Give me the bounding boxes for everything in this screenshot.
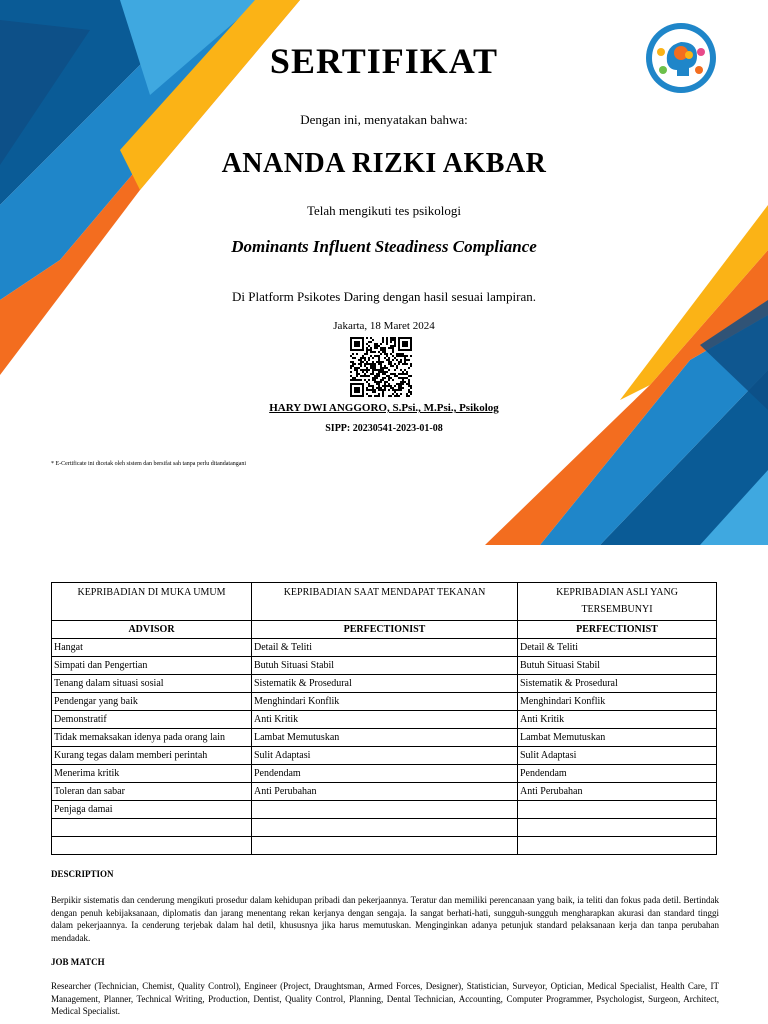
- table-row: [52, 747, 717, 765]
- table-row: [52, 819, 717, 837]
- type-public: ADVISOR: [52, 621, 252, 639]
- table-cell: Tidak memaksakan idenya pada orang lain: [52, 729, 252, 747]
- table-cell: [252, 819, 518, 837]
- footnote: * E-Certificate ini dicetak oleh sistem dan bersifat sah tanpa perlu ditandatangani: [51, 461, 247, 467]
- table-row: [52, 693, 717, 711]
- test-name: Dominants Influent Steadiness Compliance: [231, 237, 537, 256]
- table-row: [52, 801, 717, 819]
- table-cell: Anti Perubahan: [252, 783, 518, 801]
- table-cell: Anti Perubahan: [518, 783, 717, 801]
- platform-text: Di Platform Psikotes Daring dengan hasil sesuai lampiran.: [231, 289, 536, 304]
- header-pressure-personality: KEPRIBADIAN SAAT MENDAPAT TEKANAN: [252, 583, 518, 621]
- table-cell: Pendengar yang baik: [52, 693, 252, 711]
- place-date: Jakarta, 18 Maret 2024: [333, 320, 435, 332]
- table-cell: Demonstratif: [52, 711, 252, 729]
- table-cell: Lambat Memutuskan: [252, 729, 518, 747]
- type-hidden: PERFECTIONIST: [518, 621, 717, 639]
- table-cell: Sulit Adaptasi: [518, 747, 717, 765]
- intro-text: Dengan ini, menyatakan bahwa:: [300, 112, 468, 127]
- table-cell: Menghindari Konflik: [518, 693, 717, 711]
- table-cell: Tenang dalam situasi sosial: [52, 675, 252, 693]
- table-row: [52, 711, 717, 729]
- signer-name: HARY DWI ANGGORO, S.Psi., M.Psi., Psikolog: [269, 402, 499, 414]
- table-row: [52, 765, 717, 783]
- table-cell: Pendendam: [252, 765, 518, 783]
- table-row: [52, 729, 717, 747]
- table-header-row: [52, 583, 717, 621]
- table-cell: [252, 837, 518, 855]
- certificate-title: SERTIFIKAT: [269, 41, 499, 81]
- sipp-number: SIPP: 20230541-2023-01-08: [325, 423, 443, 434]
- table-cell: Anti Kritik: [518, 711, 717, 729]
- table-row: [52, 837, 717, 855]
- table-cell: Pendendam: [518, 765, 717, 783]
- table-cell: Menghindari Konflik: [252, 693, 518, 711]
- type-pressure: PERFECTIONIST: [252, 621, 518, 639]
- table-cell: [518, 837, 717, 855]
- description-text: Berpikir sistematis dan cenderung mengikuti prosedur dalam kehidupan pribadi dan pekerjaannya. Teratur dan memiliki perencanaan yang baik, ia teliti dan fokus pada detil. Bertindak dengan penuh kebijaksanaan, diplomatis dan jarang menentang rekan kerjanya dengan sengaja. Ia sangat berhati-hati, sungguh-sungguh mengharapkan akurasi dan standard tinggi dalam pekerjaannya. Ia cenderung terjebak dalam hal detil, khususnya jika harus memutuskan. Menginginkan adanya petunjuk standard pelaksanaan kerja dan tanpa perubahan mendadak.: [51, 895, 719, 943]
- recipient-name: ANANDA RIZKI AKBAR: [221, 148, 547, 179]
- table-cell: [518, 801, 717, 819]
- table-cell: Menerima kritik: [52, 765, 252, 783]
- table-cell: Kurang tegas dalam memberi perintah: [52, 747, 252, 765]
- table-cell: Simpati dan Pengertian: [52, 657, 252, 675]
- table-cell: Detail & Teliti: [252, 639, 518, 657]
- personality-table: [51, 582, 717, 855]
- table-row: [52, 657, 717, 675]
- table-type-row: [52, 621, 717, 639]
- table-cell: Butuh Situasi Stabil: [518, 657, 717, 675]
- table-cell: Butuh Situasi Stabil: [252, 657, 518, 675]
- table-cell: Detail & Teliti: [518, 639, 717, 657]
- job-match-title: JOB MATCH: [51, 957, 105, 967]
- job-match-text: Researcher (Technician, Chemist, Quality Control), Engineer (Project, Draughtsman, Armed Forces, Designer), Statistician, Surveyor, Optician, Medical Specialist, Health Care, IT Management, Planner, Technical Writing, Production, Dentist, Quality Control, Planning, Dental Technician, Accounting, Computer Programmer, Psychologist, Surgeon, Architect, Medical Specialist.: [51, 981, 719, 1016]
- table-cell: Toleran dan sabar: [52, 783, 252, 801]
- table-cell: Sulit Adaptasi: [252, 747, 518, 765]
- description-title: DESCRIPTION: [51, 869, 114, 879]
- followed-text: Telah mengikuti tes psikologi: [307, 203, 461, 218]
- table-cell: [252, 801, 518, 819]
- header-hidden-personality: KEPRIBADIAN ASLI YANG TERSEMBUNYI: [518, 583, 717, 621]
- table-cell: Sistematik & Prosedural: [518, 675, 717, 693]
- qr-code: [350, 337, 412, 397]
- table-cell: Lambat Memutuskan: [518, 729, 717, 747]
- header-public-personality: KEPRIBADIAN DI MUKA UMUM: [52, 583, 252, 621]
- table-row: [52, 675, 717, 693]
- table-cell: [52, 837, 252, 855]
- table-cell: [52, 819, 252, 837]
- table-cell: [518, 819, 717, 837]
- table-cell: Hangat: [52, 639, 252, 657]
- table-cell: Penjaga damai: [52, 801, 252, 819]
- table-cell: Sistematik & Prosedural: [252, 675, 518, 693]
- table-row: [52, 783, 717, 801]
- table-cell: Anti Kritik: [252, 711, 518, 729]
- table-row: [52, 639, 717, 657]
